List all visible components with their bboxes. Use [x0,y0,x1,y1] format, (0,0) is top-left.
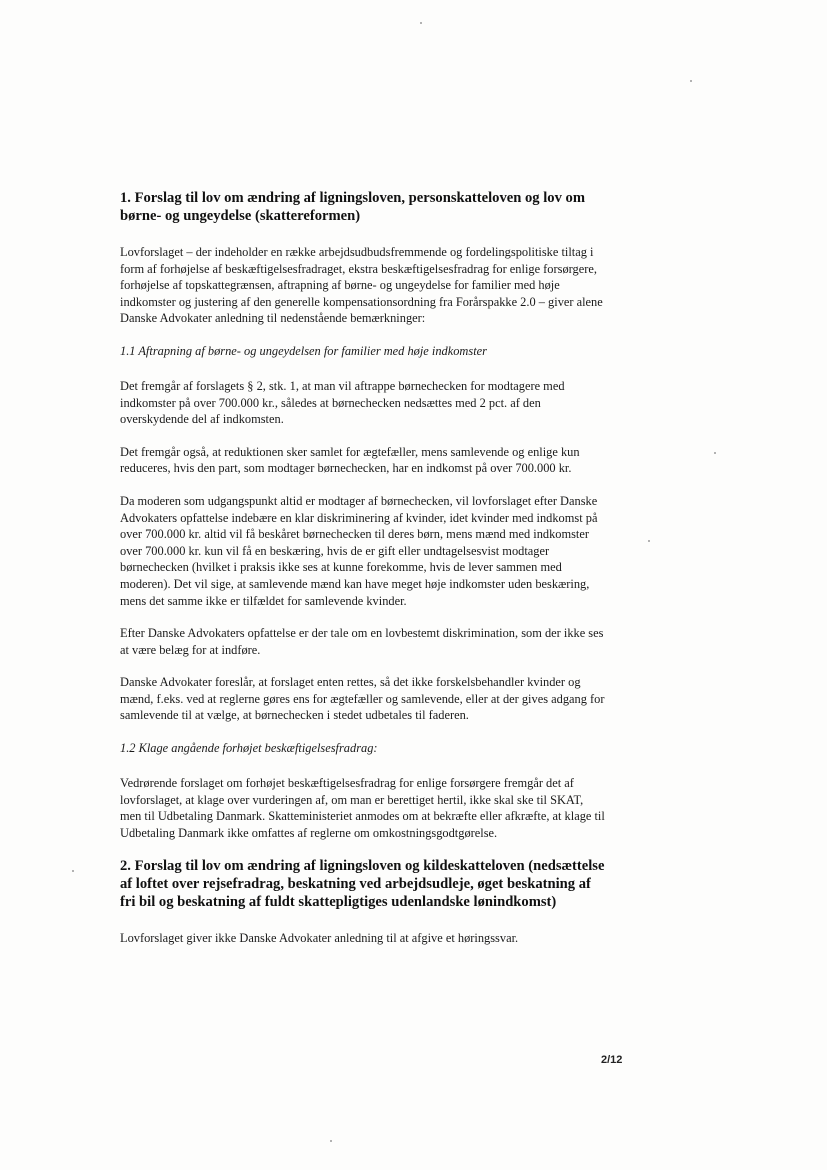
paragraph: Vedrørende forslaget om forhøjet beskæftigelsesfradrag for enlige forsørgere fremgår det af lovforslaget, at klage over vurderingen af, om man er berettiget hertil, ikke skal ske til SKAT, men til Udbetaling Danmark. Skatteministeriet anmodes om at bekræfte eller afkræfte, at klage til Udbetaling Danmark ikke omfattes af reglerne om omkostningsgodtgørelse. [120,776,605,840]
paragraph: Efter Danske Advokaters opfattelse er der tale om en lovbestemt diskrimination, som der ikke ses at være belæg for at indføre. [120,626,604,657]
scan-speck [72,870,74,872]
scan-speck [648,540,650,542]
subsection-1-1-heading: 1.1 Aftrapning af børne- og ungeydelsen for familier med høje indkomster [120,343,487,358]
document-body [120,189,605,963]
page-number: 2/12 [601,1054,623,1066]
section-2-paragraph: Lovforslaget giver ikke Danske Advokater anledning til at afgive et høringssvar. [120,931,519,946]
scan-speck [420,22,422,24]
section-2-heading: 2. Forslag til lov om ændring af ligningsloven og kildeskatteloven (nedsættelse af loftet over rejsefradrag, beskatning ved arbejdsudleje, øget beskatning af fri bil og beskatning af fuldt skattepligtiges udenlandske lønindkomst) [120,858,605,911]
subsection-1-2-heading: 1.2 Klage angående forhøjet beskæftigelsesfradrag: [120,741,378,756]
paragraph: Det fremgår også, at reduktionen sker samlet for ægtefæller, mens samlevende og enlige kun reduceres, hvis den part, som modtager børnechecken, har en indkomst på over 700.000 kr. [120,444,580,476]
paragraph: Danske Advokater foreslår, at forslaget enten rettes, så det ikke forskelsbehandler kvinder og mænd, f.eks. ved at reglerne gøres ens for ægtefæller og samlevende, eller at der gives adgang for samlevende til at vælge, at børnechecken i stedet udbetales til faderen. [120,675,605,723]
section-1-intro: Lovforslaget – der indeholder en række arbejdsudbudsfremmende og fordelingspolitiske tiltag i form af forhøjelse af beskæftigelsesfradraget, ekstra beskæftigelsesfradrag for enlige forsørgere, forhøjelse af topskattegrænsen, aftrapning af børne- og ungeydelse for familier med høje indkomster og justering af den generelle kompensationsordning fra Forårspakke 2.0 – giver alene Danske Advokater anledning til nedenstående bemærkninger: [120,245,603,326]
scan-speck [690,80,692,82]
scan-speck [330,1140,332,1142]
paragraph: Det fremgår af forslagets § 2, stk. 1, at man vil aftrappe børnechecken for modtagere med indkomster på over 700.000 kr., således at børnechecken nedsættes med 2 pct. af den overskydende del af indkomsten. [120,378,565,427]
scan-speck [714,452,716,454]
paragraph: Da moderen som udgangspunkt altid er modtager af børnechecken, vil lovforslaget efter Danske Advokaters opfattelse indebære en klar diskriminering af kvinder, idet kvinder med indkomst på over 700.000 kr. altid vil få beskåret børnechecken til deres børn, mens mænd med indkomster over 700.000 kr. kun vil få en beskæring, hvis de er gift eller undtagelsesvist modtager børnechecken (hvilket i praksis ikke ses at kunne forekomme, hvis de lever sammen med moderen). Det vil sige, at samlevende mænd kan have meget høje indkomster uden beskæring, mens det samme ikke er tilfældet for samlevende kvinder. [120,493,598,608]
section-1-heading: 1. Forslag til lov om ændring af ligningsloven, personskatteloven og lov om børne- og ungeydelse (skattereformen) [120,190,585,224]
